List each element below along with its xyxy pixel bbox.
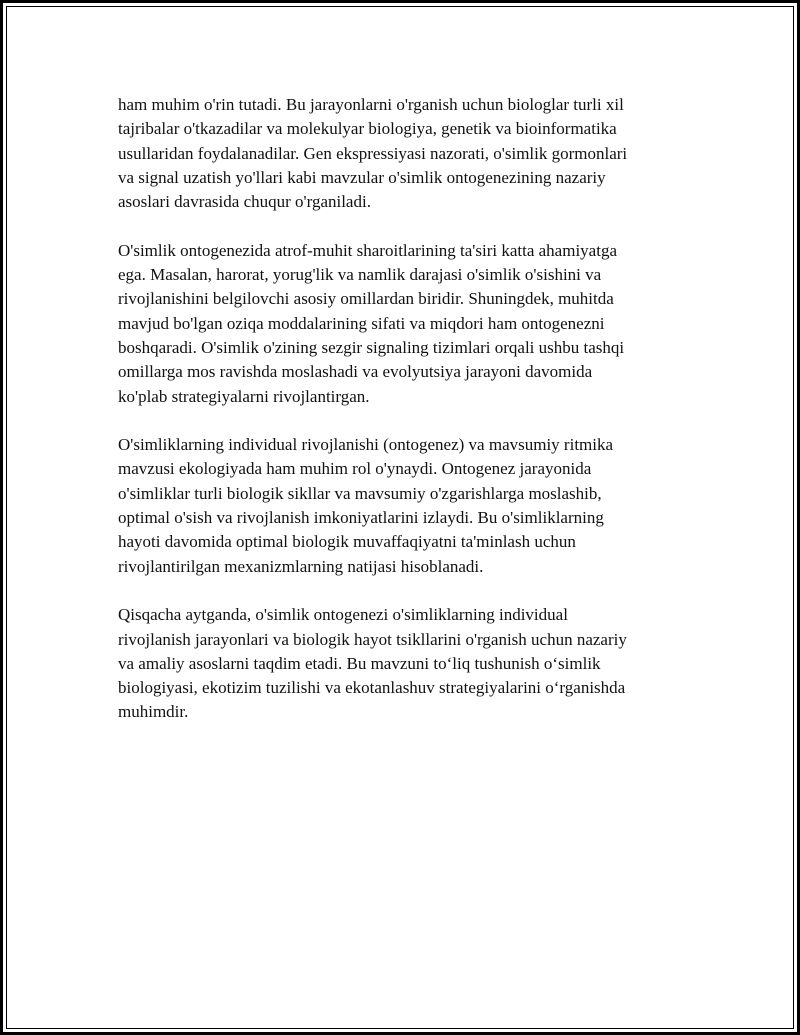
text-line: rivojlanishini belgilovchi asosiy omillardan biridir. Shuningdek, muhitda (118, 289, 614, 309)
text-line: mavzusi ekologiyada ham muhim rol o'ynaydi. Ontogenez jarayonida (118, 459, 592, 479)
text-line: ko'plab strategiyalarni rivojlantirgan. (118, 386, 370, 406)
text-line: ega. Masalan, harorat, yorug'lik va namlik darajasi o'simlik o'sishini va (118, 265, 602, 285)
text-line: rivojlanish jarayonlari va biologik hayot tsikllarini o'rganish uchun nazariy (118, 629, 627, 649)
text-line: va signal uzatish yo'llari kabi mavzular o'simlik ontogenezining nazariy (118, 167, 606, 187)
text-line: boshqaradi. O'simlik o'zining sezgir signaling tizimlari orqali ushbu tashqi (118, 337, 625, 357)
paragraph-1 (118, 93, 718, 214)
text-line: o'simliklar turli biologik sikllar va mavsumiy o'zgarishlarga moslashib, (118, 483, 602, 503)
text-line: va amaliy asoslarni taqdim etadi. Bu mavzuni to‘liq tushunish o‘simlik (118, 653, 601, 673)
text-line: Qisqacha aytganda, o'simlik ontogenezi o'simliklarning individual (118, 605, 568, 625)
text-line: asoslari davrasida chuqur o'rganiladi. (118, 192, 371, 212)
text-line: O'simliklarning individual rivojlanishi (ontogenez) va mavsumiy ritmika (118, 435, 614, 455)
text-line: rivojlantirilgan mexanizmlarning natijasi hisoblanadi. (118, 556, 484, 576)
text-line: ham muhim o'rin tutadi. Bu jarayonlarni o'rganish uchun biologlar turli xil (118, 95, 624, 114)
text-line: muhimdir. (118, 702, 189, 722)
paragraph-4 (118, 603, 718, 724)
text-line: biologiyasi, ekotizim tuzilishi va ekotanlashuv strategiyalarini o‘rganishda (118, 678, 626, 698)
text-line: mavjud bo'lgan oziqa moddalarining sifati va miqdori ham ontogenezni (118, 313, 605, 333)
text-line: tajribalar o'tkazadilar va molekulyar biologiya, genetik va bioinformatika (118, 119, 617, 139)
text-line: hayoti davomida optimal biologik muvaffaqiyatni ta'minlash uchun (118, 532, 576, 552)
text-line: omillarga mos ravishda moslashadi va evolyutsiya jarayoni davomida (118, 362, 593, 382)
paragraph-2 (118, 239, 718, 409)
paragraph-3 (118, 433, 718, 579)
text-line: O'simlik ontogenezida atrof-muhit sharoitlarining ta'siri katta ahamiyatga (118, 240, 617, 260)
document-body (118, 93, 718, 749)
text-line: usullaridan foydalanadilar. Gen ekspressiyasi nazorati, o'simlik gormonlari (118, 143, 628, 163)
text-line: optimal o'sish va rivojlanish imkoniyatlarini izlaydi. Bu o'simliklarning (118, 508, 604, 528)
